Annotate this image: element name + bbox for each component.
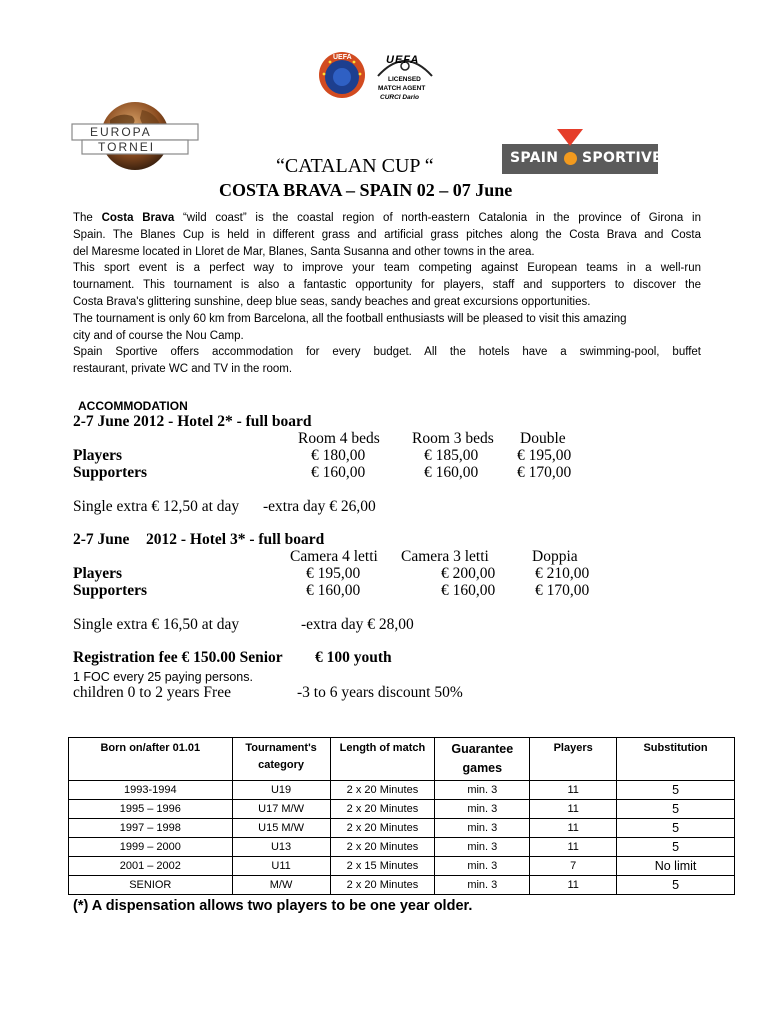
hotel2-supporters-price: € 160,00 [311, 464, 366, 481]
logo-spain-text: SPAIN [510, 150, 559, 166]
agent-name-text: CURCI Dario [380, 94, 420, 101]
cell-length: 2 x 20 Minutes [330, 819, 435, 838]
tornei-text: TORNEI [98, 140, 156, 154]
intro-line: del Maresme located in Lloret de Mar, Blanes, Santa Susanna and other towns in the area. [73, 245, 535, 258]
cell-games: min. 3 [435, 800, 530, 819]
cell-players: 11 [530, 819, 617, 838]
table-row [69, 819, 735, 838]
cell-born: 1997 – 1998 [69, 819, 233, 838]
cell-born: 2001 – 2002 [69, 857, 233, 876]
cell-length: 2 x 15 Minutes [330, 857, 435, 876]
europa-tornei-logo [70, 100, 200, 172]
match-agent-text: MATCH AGENT [378, 85, 426, 92]
spain-sportive-logo [502, 144, 662, 174]
foc-text: 1 FOC every 25 paying persons. [73, 670, 253, 684]
children-free-text: children 0 to 2 years Free [73, 684, 231, 701]
hotel2-supporters-price: € 160,00 [424, 464, 479, 481]
hotel3-supporters-price: € 170,00 [535, 582, 590, 599]
cell-category: U15 M/W [232, 819, 330, 838]
licensed-match-agent-logo [372, 52, 438, 110]
cell-players: 11 [530, 876, 617, 895]
uefa-logo [318, 50, 366, 100]
intro-line: This sport event is a perfect way to improve your team competing against European teams in a well-run [73, 262, 701, 275]
hotel3-col-camera4: Camera 4 letti [290, 548, 378, 565]
header-category: Tournament's category [232, 738, 330, 781]
cell-subs: 5 [617, 819, 735, 838]
hotel2-supporters-label: Supporters [73, 464, 148, 481]
intro-line: The tournament is only 60 km from Barcelona, all the football enthusiasts will be pleased to visit this amazing [73, 312, 627, 325]
cell-players: 11 [530, 838, 617, 857]
header-born: Born on/after 01.01 [69, 738, 233, 781]
intro-line: restaurant, private WC and TV in the room. [73, 363, 293, 376]
hotel3-players-price: € 195,00 [306, 565, 361, 582]
hotel2-supporters-price: € 170,00 [517, 464, 572, 481]
page-title: “CATALAN CUP “ [276, 155, 434, 177]
cell-subs: No limit [617, 857, 735, 876]
hotel2-col-room3: Room 3 beds [412, 430, 494, 447]
intro-line: Costa Brava's glittering sunshine, deep blue seas, sandy beaches and great excursions opportunities. [73, 295, 591, 308]
cell-category: U19 [232, 781, 330, 800]
intro-line: tournament. This tournament is also a fantastic opportunity for players, staff and supporters to discover the [73, 279, 701, 292]
cell-born: 1993-1994 [69, 781, 233, 800]
hotel2-col-room4: Room 4 beds [298, 430, 380, 447]
hotel2-players-price: € 185,00 [424, 447, 479, 464]
hotel3-single-extra: Single extra € 16,50 at day [73, 616, 240, 633]
cell-length: 2 x 20 Minutes [330, 876, 435, 895]
table-row [69, 838, 735, 857]
registration-fee: Registration fee € 150.00 Senior [73, 649, 283, 666]
hotel2-extra-day: -extra day € 26,00 [263, 498, 376, 515]
intro-paragraph [73, 210, 701, 378]
uefa-agent-text: UEFA [386, 54, 420, 66]
intro-line: city and of course the Nou Camp. [73, 329, 244, 342]
hotel3-players-price: € 210,00 [535, 565, 590, 582]
hotel2-players-price: € 195,00 [517, 447, 572, 464]
page-subtitle: COSTA BRAVA – SPAIN 02 – 07 June [219, 180, 513, 200]
uefa-ball-text: UEFA [333, 54, 352, 61]
cell-born: 1999 – 2000 [69, 838, 233, 857]
table-row [69, 781, 735, 800]
intro-line: The Costa Brava “wild coast” is the coastal region of north-eastern Catalonia in the province of Girona in [73, 212, 702, 224]
header-substitution: Substitution [617, 738, 735, 781]
hotel3-col-camera3: Camera 3 letti [401, 548, 489, 565]
dispensation-note: (*) A dispensation allows two players to be one year older. [73, 898, 473, 914]
cell-games: min. 3 [435, 838, 530, 857]
hotel3-col-doppia: Doppia [532, 548, 578, 565]
header-length: Length of match [330, 738, 435, 781]
cell-length: 2 x 20 Minutes [330, 838, 435, 857]
hotel2-players-price: € 180,00 [311, 447, 366, 464]
table-header-row [69, 738, 735, 781]
hotel2-single-extra: Single extra € 12,50 at day [73, 498, 240, 515]
hotel2-players-label: Players [73, 447, 123, 464]
logo-sportive-text: SPORTIVE [582, 150, 662, 166]
cell-subs: 5 [617, 876, 735, 895]
cell-games: min. 3 [435, 781, 530, 800]
europa-text: EUROPA [90, 125, 152, 139]
hotel2-title: 2-7 June 2012 - Hotel 2* - full board [73, 413, 312, 430]
licensed-text: LICENSED [388, 76, 421, 83]
hotel2-col-double: Double [520, 430, 566, 447]
table-row [69, 857, 735, 876]
cell-length: 2 x 20 Minutes [330, 781, 435, 800]
cell-games: min. 3 [435, 876, 530, 895]
cell-born: 1995 – 1996 [69, 800, 233, 819]
intro-line: Spain. The Blanes Cup is held in different grass and artificial grass pitches along the Costa Brava and Costa [73, 228, 701, 241]
cell-subs: 5 [617, 800, 735, 819]
cell-category: U11 [232, 857, 330, 876]
table-row [69, 876, 735, 895]
hotel3-players-price: € 200,00 [441, 565, 496, 582]
accommodation-heading: ACCOMMODATION [78, 399, 188, 413]
hotel3-extra-day: -extra day € 28,00 [301, 616, 414, 633]
cell-subs: 5 [617, 838, 735, 857]
table-row [69, 800, 735, 819]
hotel3-title-date: 2-7 June [73, 531, 130, 548]
registration-youth: € 100 youth [315, 649, 392, 666]
hotel3-title: 2012 - Hotel 3* - full board [146, 531, 325, 548]
discount-text: -3 to 6 years discount 50% [297, 684, 463, 701]
logo-triangle-icon [557, 129, 583, 146]
cell-category: U17 M/W [232, 800, 330, 819]
cell-born: SENIOR [69, 876, 233, 895]
cell-category: M/W [232, 876, 330, 895]
cell-subs: 5 [617, 781, 735, 800]
category-table [68, 737, 735, 895]
hotel3-players-label: Players [73, 565, 123, 582]
hotel3-supporters-price: € 160,00 [441, 582, 496, 599]
header-players: Players [530, 738, 617, 781]
cell-category: U13 [232, 838, 330, 857]
hotel3-supporters-label: Supporters [73, 582, 148, 599]
intro-line: Spain Sportive offers accommodation for every budget. All the hotels have a swimming-pool, buffet [73, 346, 701, 359]
logo-ball-icon [564, 152, 577, 165]
cell-players: 11 [530, 781, 617, 800]
cell-length: 2 x 20 Minutes [330, 800, 435, 819]
cell-games: min. 3 [435, 819, 530, 838]
cell-players: 11 [530, 800, 617, 819]
cell-players: 7 [530, 857, 617, 876]
hotel3-supporters-price: € 160,00 [306, 582, 361, 599]
header-guarantee: Guarantee games [435, 738, 530, 781]
cell-games: min. 3 [435, 857, 530, 876]
